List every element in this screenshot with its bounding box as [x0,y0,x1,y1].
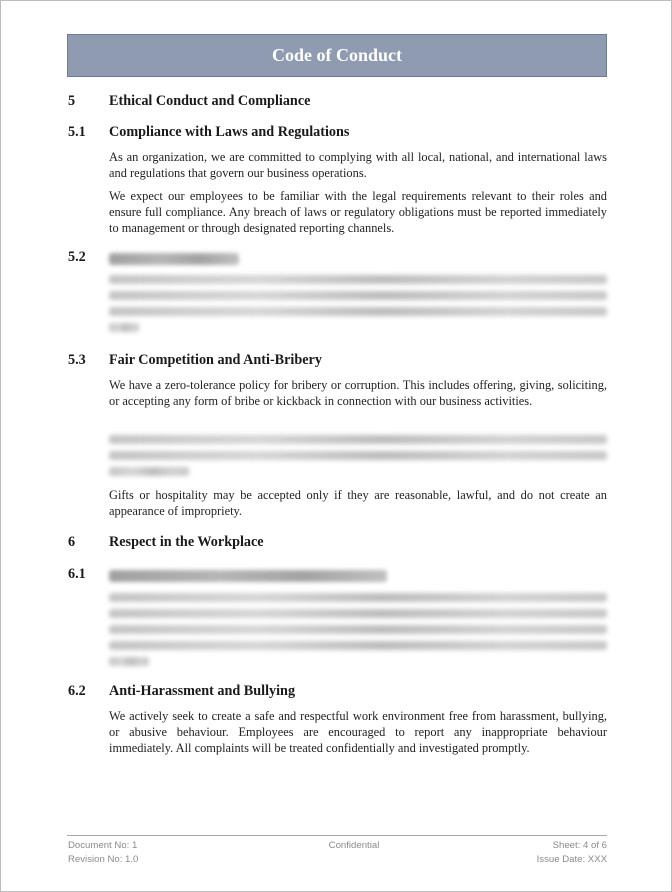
section-number: 5.1 [68,124,86,140]
redacted-heading [109,253,239,265]
section-title: Respect in the Workplace [109,534,264,550]
section-5-1-paragraph-2: We expect our employees to be familiar with the legal requirements relevant to their roles and ensure full compliance. Any breach of laws or regulatory obligations must be reported immediately to management or through designated reporting channels. [109,189,607,235]
section-5-3-paragraph-2: Gifts or hospitality may be accepted only if they are reasonable, lawful, and do not create an appearance of impropriety. [109,488,607,518]
section-number: 6 [68,534,76,550]
section-number: 5 [68,93,76,109]
section-number: 5.3 [68,352,86,368]
section-title: Fair Competition and Anti-Bribery [109,352,322,368]
footer-divider [67,835,607,836]
footer-revision-no: Revision No: 1.0 [68,854,139,865]
section-6-2-paragraph-1: We actively seek to create a safe and respectful work environment free from harassment, bullying, or abusive behaviour. Employees are encouraged to report any inappropriate behaviour immediately. All complaints will be treated confidentially and investigated promptly. [109,709,607,755]
document-title: Code of Conduct [271,45,402,65]
redacted-paragraph [109,275,607,339]
redacted-heading [109,570,387,582]
section-number: 6.2 [68,683,86,699]
footer-document-no: Document No: 1 [68,840,138,851]
section-number: 5.2 [68,249,86,265]
footer-classification: Confidential [328,840,380,851]
section-title: Compliance with Laws and Regulations [109,124,350,140]
footer-sheet: Sheet: 4 of 6 [552,840,607,851]
redacted-paragraph [109,593,607,673]
section-5-1-paragraph-1: As an organization, we are committed to complying with all local, national, and international laws and regulations that govern our business operations. [109,150,607,180]
section-number: 6.1 [68,566,86,582]
redacted-paragraph [109,435,607,483]
document-title-banner [67,34,607,77]
section-title: Ethical Conduct and Compliance [109,93,311,109]
section-5-3-paragraph-1: We have a zero-tolerance policy for bribery or corruption. This includes offering, giving, soliciting, or accepting any form of bribe or kickback in connection with our business activities. [109,378,607,408]
footer-issue-date: Issue Date: XXX [536,854,607,865]
section-title: Anti-Harassment and Bullying [109,683,296,699]
